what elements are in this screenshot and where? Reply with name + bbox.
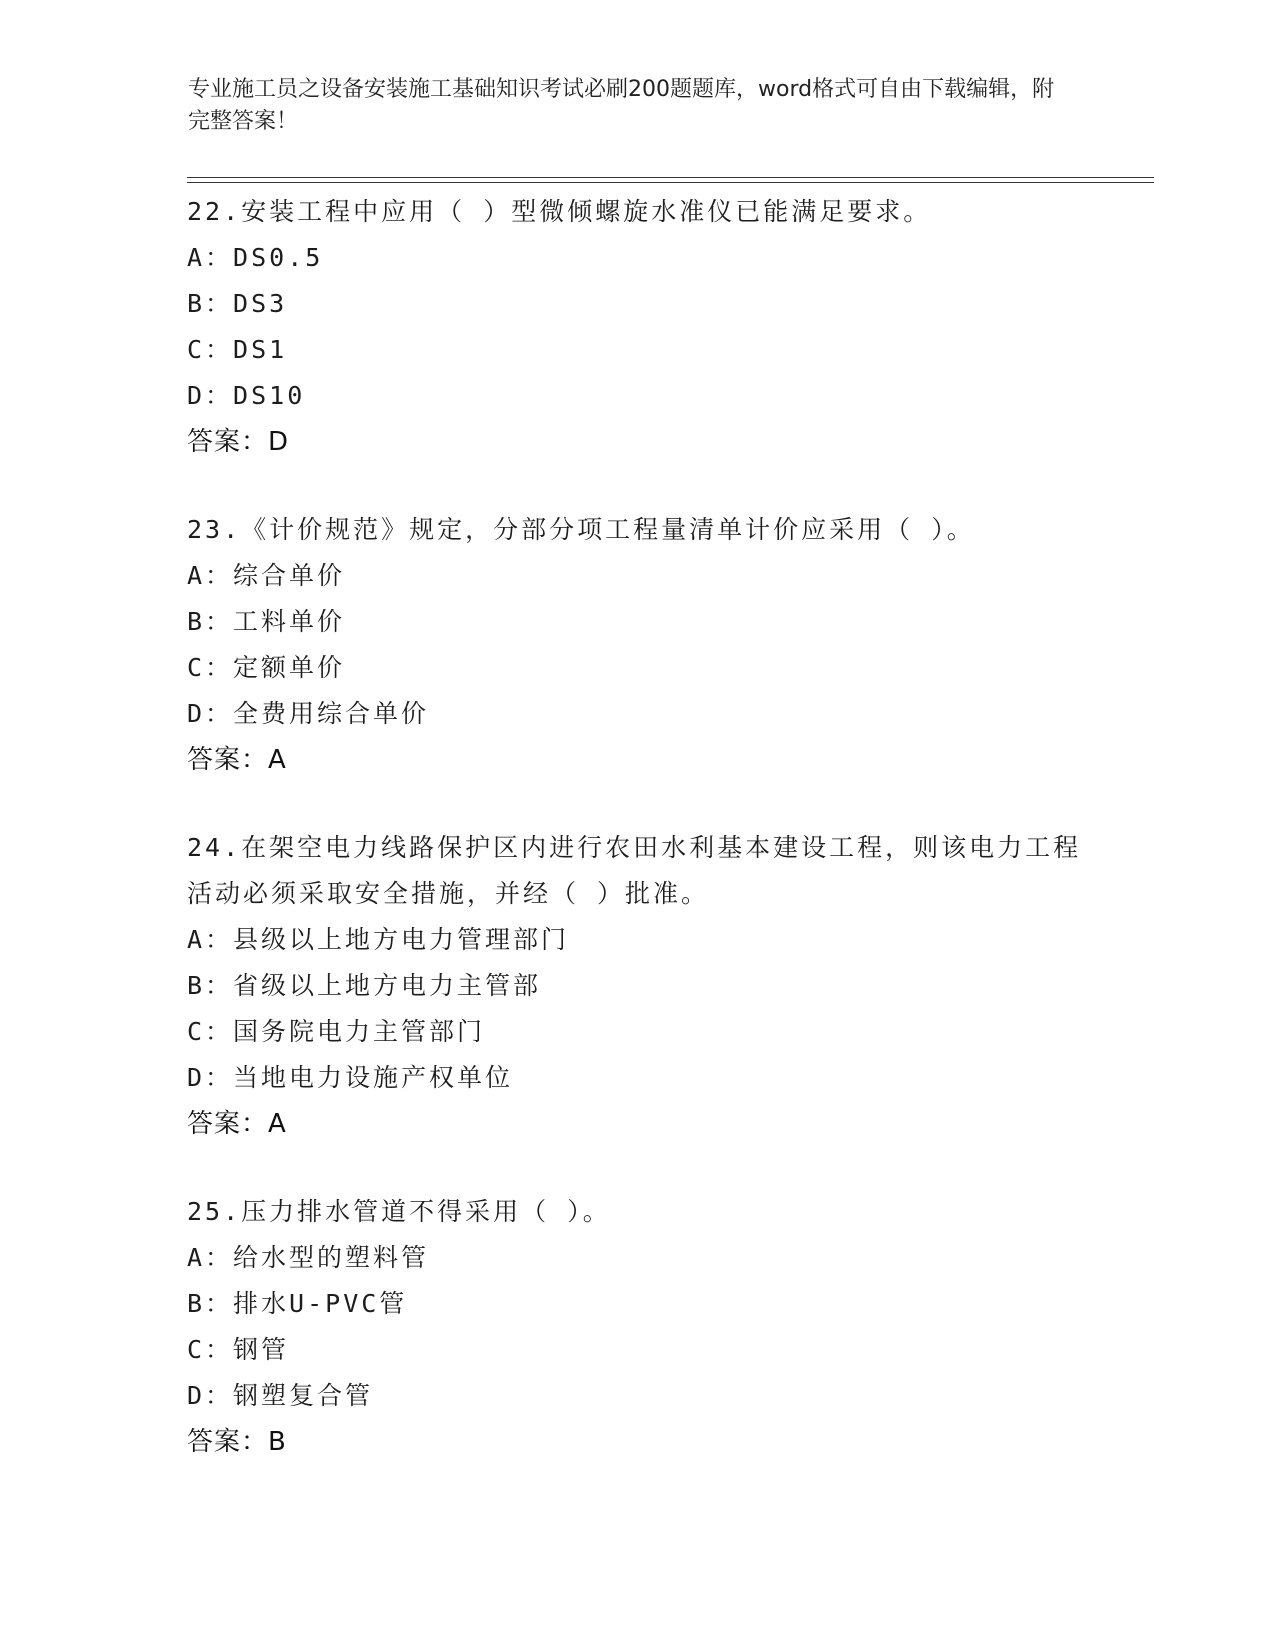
option-b: B：省级以上地方电力主管部	[187, 971, 542, 1000]
answer-line: 答案：A	[187, 745, 287, 775]
document-header: 专业施工员之设备安装施工基础知识考试必刷200题题库，word格式可自由下载编辑，附完整答案！	[188, 77, 1055, 134]
question-text: 22.安装工程中应用（ ）型微倾螺旋水准仪已能满足要求。	[187, 197, 932, 226]
header-divider-bottom	[187, 182, 1154, 183]
question-text: 23.《计价规范》规定，分部分项工程量清单计价应采用（ ）。	[187, 515, 975, 544]
answer-line: 答案：A	[187, 1109, 287, 1139]
option-c: C：钢管	[187, 1335, 290, 1364]
option-b: B：排水U-PVC管	[187, 1289, 408, 1318]
question-text: 25.压力排水管道不得采用（ ）。	[187, 1197, 611, 1226]
question-25	[187, 1189, 1087, 1465]
question-text: 24.在架空电力线路保护区内进行农田水利基本建设工程，则该电力工程活动必须采取安全措施，并经（ ）批准。	[187, 833, 1082, 908]
option-c: C：DS1	[187, 335, 288, 364]
option-d: D：DS10	[187, 381, 306, 410]
option-c: C：定额单价	[187, 653, 346, 682]
option-d: D：全费用综合单价	[187, 699, 430, 728]
option-a: A：县级以上地方电力管理部门	[187, 925, 570, 954]
header-divider-top	[187, 177, 1154, 178]
option-a: A：综合单价	[187, 561, 346, 590]
answer-line: 答案：D	[187, 427, 290, 457]
option-c: C：国务院电力主管部门	[187, 1017, 486, 1046]
question-list	[187, 189, 1087, 1507]
option-d: D：钢塑复合管	[187, 1381, 374, 1410]
question-23	[187, 507, 1087, 783]
answer-line: 答案：B	[187, 1427, 287, 1457]
option-b: B：工料单价	[187, 607, 346, 636]
option-b: B：DS3	[187, 289, 288, 318]
question-24	[187, 825, 1087, 1147]
question-22	[187, 189, 1087, 465]
option-a: A：给水型的塑料管	[187, 1243, 430, 1272]
option-d: D：当地电力设施产权单位	[187, 1063, 514, 1092]
option-a: A：DS0.5	[187, 243, 324, 272]
